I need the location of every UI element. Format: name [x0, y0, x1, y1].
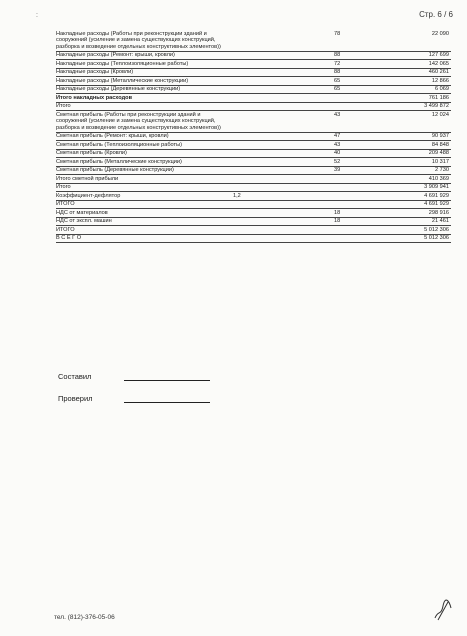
row-percent: [334, 183, 393, 192]
row-percent: 88: [334, 68, 393, 77]
row-coefficient: [233, 111, 334, 133]
row-percent: 18: [334, 217, 393, 226]
row-name: Сметная прибыль (Работы при реконструкции зданий и сооружений (усиление и замена существующих конструкций, разборка и возведение отдельных конструктивных элементов)): [56, 111, 233, 133]
row-coefficient: [233, 51, 334, 60]
page-number: Стр. 6 / 6: [419, 10, 453, 19]
row-name: Сметная прибыль (Деревянные конструкции): [56, 166, 233, 175]
row-percent: 78: [334, 30, 393, 51]
row-value: 142 065: [393, 60, 451, 69]
row-value: 460 261: [393, 68, 451, 77]
margin-mark: :: [36, 12, 38, 19]
row-name: Сметная прибыль (Ремонт: крыши, кровли): [56, 132, 233, 141]
row-name: Итого сметной прибыли: [56, 175, 233, 184]
row-coefficient: [233, 132, 334, 141]
table-row: [56, 209, 451, 218]
table-row: [56, 175, 451, 184]
row-name: Накладные расходы (Работы при реконструкции зданий и сооружений (усиление и замена существующих конструкций, разборка и возведение отдельных конструктивных элементов)): [56, 30, 233, 51]
table-row: [56, 51, 451, 60]
scan-stamp-mark: [432, 596, 454, 622]
row-coefficient: [233, 217, 334, 226]
row-percent: 18: [334, 209, 393, 218]
estimate-rows: [56, 30, 451, 243]
row-name: Итого: [56, 102, 233, 111]
checked-signature-line: [124, 402, 210, 403]
row-value: 90 937: [393, 132, 451, 141]
table-row: [56, 77, 451, 86]
row-coefficient: [233, 209, 334, 218]
table-row: [56, 226, 451, 235]
table-row: [56, 217, 451, 226]
row-coefficient: [233, 102, 334, 111]
row-value: 127 699: [393, 51, 451, 60]
table-row: [56, 111, 451, 133]
row-percent: 52: [334, 158, 393, 167]
row-coefficient: [233, 183, 334, 192]
table-row: [56, 149, 451, 158]
row-coefficient: [233, 149, 334, 158]
table-row: [56, 200, 451, 209]
row-value: 4 691 929: [393, 200, 451, 209]
row-name: ИТОГО: [56, 226, 233, 235]
signature-compiled: [58, 372, 124, 394]
signature-block: [58, 372, 124, 416]
row-name: Накладные расходы (Деревянные конструкции): [56, 85, 233, 94]
table-row: [56, 132, 451, 141]
row-name: НДС от материалов: [56, 209, 233, 218]
row-percent: 72: [334, 60, 393, 69]
row-value: 12 866: [393, 77, 451, 86]
row-coefficient: [233, 85, 334, 94]
row-percent: 40: [334, 149, 393, 158]
row-coefficient: [233, 60, 334, 69]
row-percent: 43: [334, 111, 393, 133]
row-coefficient: [233, 77, 334, 86]
row-value: 410 369: [393, 175, 451, 184]
checked-label: Проверил: [58, 394, 93, 403]
row-value: 84 848: [393, 141, 451, 150]
row-name: Коэффициент-дефлятор: [56, 192, 233, 201]
row-value: 5 012 306: [393, 234, 451, 243]
row-percent: 47: [334, 132, 393, 141]
row-name: Сметная прибыль (Металлические конструкции): [56, 158, 233, 167]
row-value: 3 499 872: [393, 102, 451, 111]
row-name: НДС от экспл. машин: [56, 217, 233, 226]
table-row: [56, 183, 451, 192]
row-coefficient: [233, 175, 334, 184]
signature-checked: [58, 394, 124, 416]
row-name: Сметная прибыль (Теплоизоляционные работы): [56, 141, 233, 150]
row-value: 209 488: [393, 149, 451, 158]
row-percent: [334, 175, 393, 184]
row-value: 12 024: [393, 111, 451, 133]
row-percent: [334, 192, 393, 201]
table-row: [56, 85, 451, 94]
footer-phone: тел. (812)-376-05-06: [54, 614, 115, 621]
row-name: Накладные расходы (Металлические конструкции): [56, 77, 233, 86]
row-coefficient: [233, 158, 334, 167]
table-row: [56, 234, 451, 243]
row-percent: [334, 226, 393, 235]
row-value: 761 186: [393, 94, 451, 103]
compiled-signature-line: [124, 380, 210, 381]
row-name: Накладные расходы (Ремонт: крыши, кровли): [56, 51, 233, 60]
row-coefficient: [233, 94, 334, 103]
row-value: 298 916: [393, 209, 451, 218]
row-name: Накладные расходы (Кровли): [56, 68, 233, 77]
row-name: Сметная прибыль (Кровли): [56, 149, 233, 158]
row-name: ИТОГО: [56, 200, 233, 209]
row-value: 2 730: [393, 166, 451, 175]
row-value: 3 909 941: [393, 183, 451, 192]
row-coefficient: [233, 200, 334, 209]
table-row: [56, 166, 451, 175]
row-percent: 65: [334, 85, 393, 94]
row-name: В С Е Г О: [56, 234, 233, 243]
table-row: [56, 94, 451, 103]
row-percent: 88: [334, 51, 393, 60]
row-coefficient: [233, 166, 334, 175]
row-value: 10 317: [393, 158, 451, 167]
row-percent: [334, 200, 393, 209]
row-name: Итого: [56, 183, 233, 192]
table-row: [56, 102, 451, 111]
row-percent: 65: [334, 77, 393, 86]
row-percent: [334, 102, 393, 111]
table-row: [56, 192, 451, 201]
row-coefficient: [233, 234, 334, 243]
row-coefficient: [233, 68, 334, 77]
table-row: [56, 141, 451, 150]
table-row: [56, 60, 451, 69]
row-coefficient: 1,2: [233, 192, 334, 201]
row-value: 5 012 306: [393, 226, 451, 235]
row-value: 4 691 929: [393, 192, 451, 201]
row-value: 21 461: [393, 217, 451, 226]
table-row: [56, 158, 451, 167]
row-value: 22 090: [393, 30, 451, 51]
table-row: [56, 68, 451, 77]
row-name: Итого накладных расходов: [56, 94, 233, 103]
row-percent: [334, 234, 393, 243]
row-coefficient: [233, 226, 334, 235]
row-coefficient: [233, 30, 334, 51]
estimate-table: [56, 30, 449, 243]
row-percent: 39: [334, 166, 393, 175]
row-coefficient: [233, 141, 334, 150]
compiled-label: Составил: [58, 372, 92, 381]
row-value: 6 069: [393, 85, 451, 94]
table-row: [56, 30, 451, 51]
row-percent: [334, 94, 393, 103]
row-percent: 43: [334, 141, 393, 150]
row-name: Накладные расходы (Теплоизоляционные работы): [56, 60, 233, 69]
